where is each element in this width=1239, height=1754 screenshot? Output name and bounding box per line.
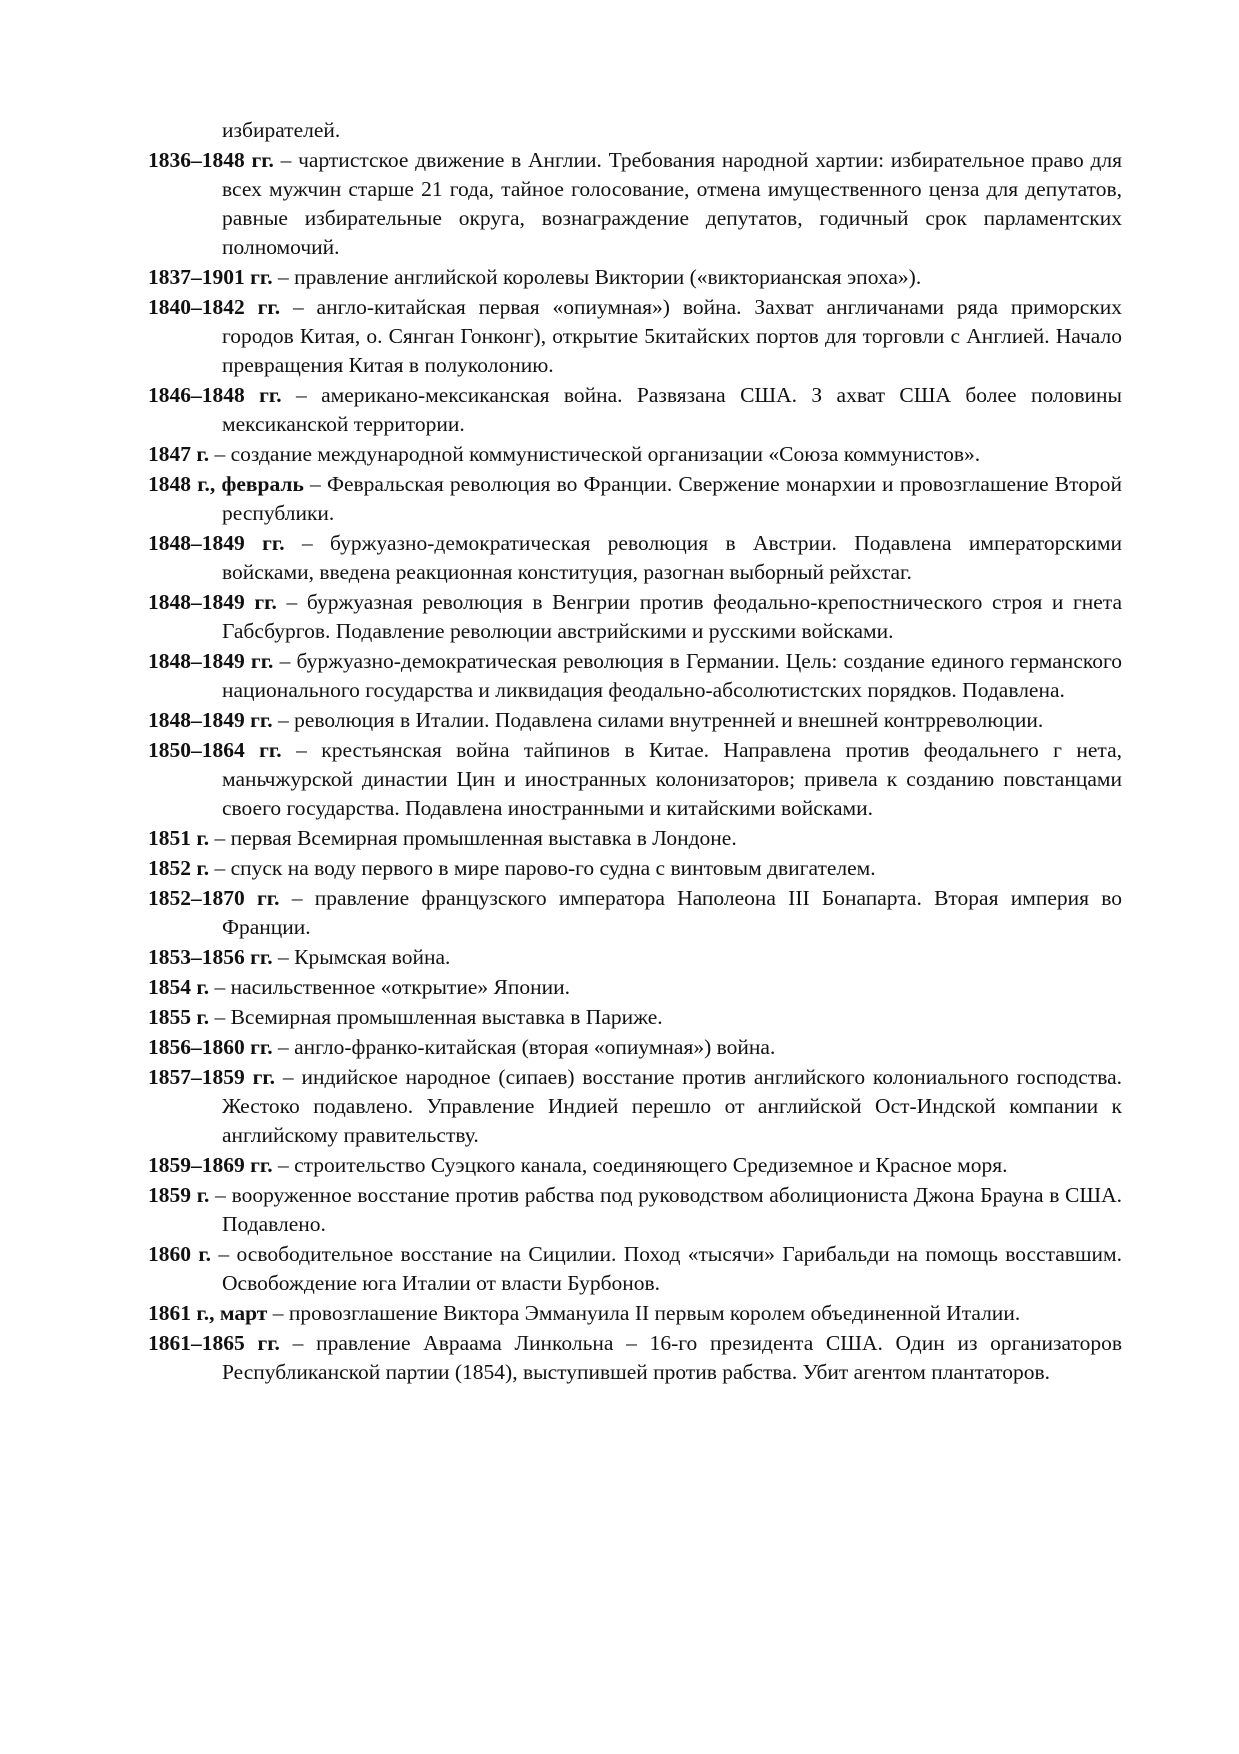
entry-date: 1848–1849 гг. <box>148 590 277 614</box>
entry-text: – буржуазно-демократическая революция в Австрии. Подавлена императорскими войсками, введена реакционная конституция, разогнан выборный рейхстаг. <box>222 531 1122 584</box>
entry-text: – Февральская революция во Франции. Свержение монархии и провозглашение Второй республики. <box>222 472 1122 525</box>
chronology-entry <box>148 1240 1122 1298</box>
chronology-entry <box>148 854 1122 883</box>
entry-date: 1857–1859 гг. <box>148 1065 276 1089</box>
chronology-entry <box>148 1003 1122 1032</box>
chronology-entry <box>148 1181 1122 1239</box>
chronology-entry <box>148 1151 1122 1180</box>
entry-date: 1837–1901 гг. <box>148 265 273 289</box>
entry-date: 1847 г. <box>148 442 210 466</box>
entry-date: 1861 г., март <box>148 1301 268 1325</box>
entry-text: – американо-мексиканская война. Развязана США. З ахват США более половины мексиканской территории. <box>222 383 1122 436</box>
chronology-entry <box>148 706 1122 735</box>
chronology-entry <box>148 1033 1122 1062</box>
entry-text: – чартистское движение в Англии. Требования народной хартии: избирательное право для всех мужчин старше 21 года, тайное голосование, отмена имущественного ценза для депутатов, равные избирательные округа, вознаграждение депутатов, годичный срок парламентских полномочий. <box>222 148 1122 259</box>
entry-date: 1848–1849 гг. <box>148 649 274 673</box>
entry-date: 1836–1848 гг. <box>148 148 274 172</box>
entry-date: 1840–1842 гг. <box>148 295 281 319</box>
entry-text: – первая Всемирная промышленная выставка в Лондоне. <box>214 826 737 850</box>
entry-text: – правление Авраама Линкольна – 16-го президента США. Один из организаторов Республиканской партии (1854), выступившей против рабства. Убит агентом плантаторов. <box>222 1331 1122 1384</box>
chronology-list <box>148 146 1122 1387</box>
entry-date: 1846–1848 гг. <box>148 383 282 407</box>
entry-date: 1856–1860 гг. <box>148 1035 273 1059</box>
chronology-entry <box>148 588 1122 646</box>
entry-date: 1848 г., февраль <box>148 472 304 496</box>
chronology-entry <box>148 647 1122 705</box>
entry-text: – буржуазно-демократическая революция в Германии. Цель: создание единого германского национального государства и ликвидация феодально-абсолютистских порядков. Подавлена. <box>222 649 1122 702</box>
chronology-entry <box>148 1063 1122 1150</box>
entry-date: 1852–1870 гг. <box>148 886 280 910</box>
document-page <box>148 116 1122 1388</box>
chronology-entry <box>148 146 1122 262</box>
entry-date: 1850–1864 гг. <box>148 738 282 762</box>
entry-date: 1848–1849 гг. <box>148 531 285 555</box>
entry-date: 1859–1869 гг. <box>148 1153 273 1177</box>
chronology-entry <box>148 884 1122 942</box>
entry-date: 1853–1856 гг. <box>148 945 273 969</box>
entry-date: 1855 г. <box>148 1005 210 1029</box>
entry-text: – правление французского императора Наполеона III Бонапарта. Вторая империя во Франции. <box>222 886 1123 939</box>
entry-text: – насильственное «открытие» Японии. <box>214 975 570 999</box>
entry-date: 1859 г. <box>148 1183 210 1207</box>
entry-text: – Всемирная промышленная выставка в Париже. <box>214 1005 663 1029</box>
chronology-entry <box>148 293 1122 380</box>
entry-date: 1852 г. <box>148 856 210 880</box>
entry-text: – индийское народное (сипаев) восстание против английского колониального господства. Жестоко подавлено. Управление Индией перешло от английской Ост-Индской компании к английскому правительству. <box>222 1065 1122 1147</box>
chronology-entry <box>148 381 1122 439</box>
chronology-entry <box>148 440 1122 469</box>
entry-date: 1861–1865 гг. <box>148 1331 280 1355</box>
entry-text: – провозглашение Виктора Эммануила II первым королем объединенной Италии. <box>272 1301 1021 1325</box>
chronology-entry <box>148 824 1122 853</box>
entry-date: 1860 г. <box>148 1242 212 1266</box>
chronology-entry <box>148 736 1122 823</box>
entry-date: 1851 г. <box>148 826 210 850</box>
chronology-entry <box>148 1329 1122 1387</box>
chronology-entry <box>148 470 1122 528</box>
entry-text: – создание международной коммунистической организации «Союза коммунистов». <box>214 442 981 466</box>
entry-date: 1854 г. <box>148 975 210 999</box>
entry-text: – вооруженное восстание против рабства под руководством аболициониста Джона Брауна в США. Подавлено. <box>215 1183 1122 1236</box>
entry-text: – правление английской королевы Виктории («викторианская эпоха»). <box>277 265 922 289</box>
chronology-entry <box>148 263 1122 292</box>
chronology-entry <box>148 973 1122 1002</box>
entry-text: – англо-китайская первая «опиумная») война. Захват англичанами ряда приморских городов Китая, о. Сянган Гонконг), открытие 5китайских портов для торговли с Англией. Начало превращения Китая в полуколонию. <box>222 295 1123 377</box>
chronology-entry <box>148 943 1122 972</box>
entry-text: – освободительное восстание на Сицилии. Поход «тысячи» Гарибальди на помощь восставшим. Освобождение юга Италии от власти Бурбонов. <box>218 1242 1123 1295</box>
entry-text: – крестьянская война тайпинов в Китае. Направлена против феодальнего г нета, маньчжурской династии Цин и иностранных колонизаторов; привела к созданию повстанцами своего государства. Подавлена иностранными и китайскими войсками. <box>222 738 1122 820</box>
entry-text: – буржуазная революция в Венгрии против феодально-крепостнического строя и гнета Габсбургов. Подавление революции австрийскими и русскими войсками. <box>222 590 1123 643</box>
chronology-entry <box>148 529 1122 587</box>
entry-text: – строительство Суэцкого канала, соединяющего Средиземное и Красное моря. <box>277 1153 1008 1177</box>
entry-text: – революция в Италии. Подавлена силами внутренней и внешней контрреволюции. <box>277 708 1044 732</box>
entry-text: – Крымская война. <box>277 945 451 969</box>
entry-date: 1848–1849 гг. <box>148 708 273 732</box>
entry-text: – спуск на воду первого в мире парово-го судна с винтовым двигателем. <box>214 856 876 880</box>
entry-text: – англо-франко-китайская (вторая «опиумная») война. <box>277 1035 776 1059</box>
chronology-entry <box>148 1299 1122 1328</box>
continuation-text: избирателей. <box>222 118 341 142</box>
